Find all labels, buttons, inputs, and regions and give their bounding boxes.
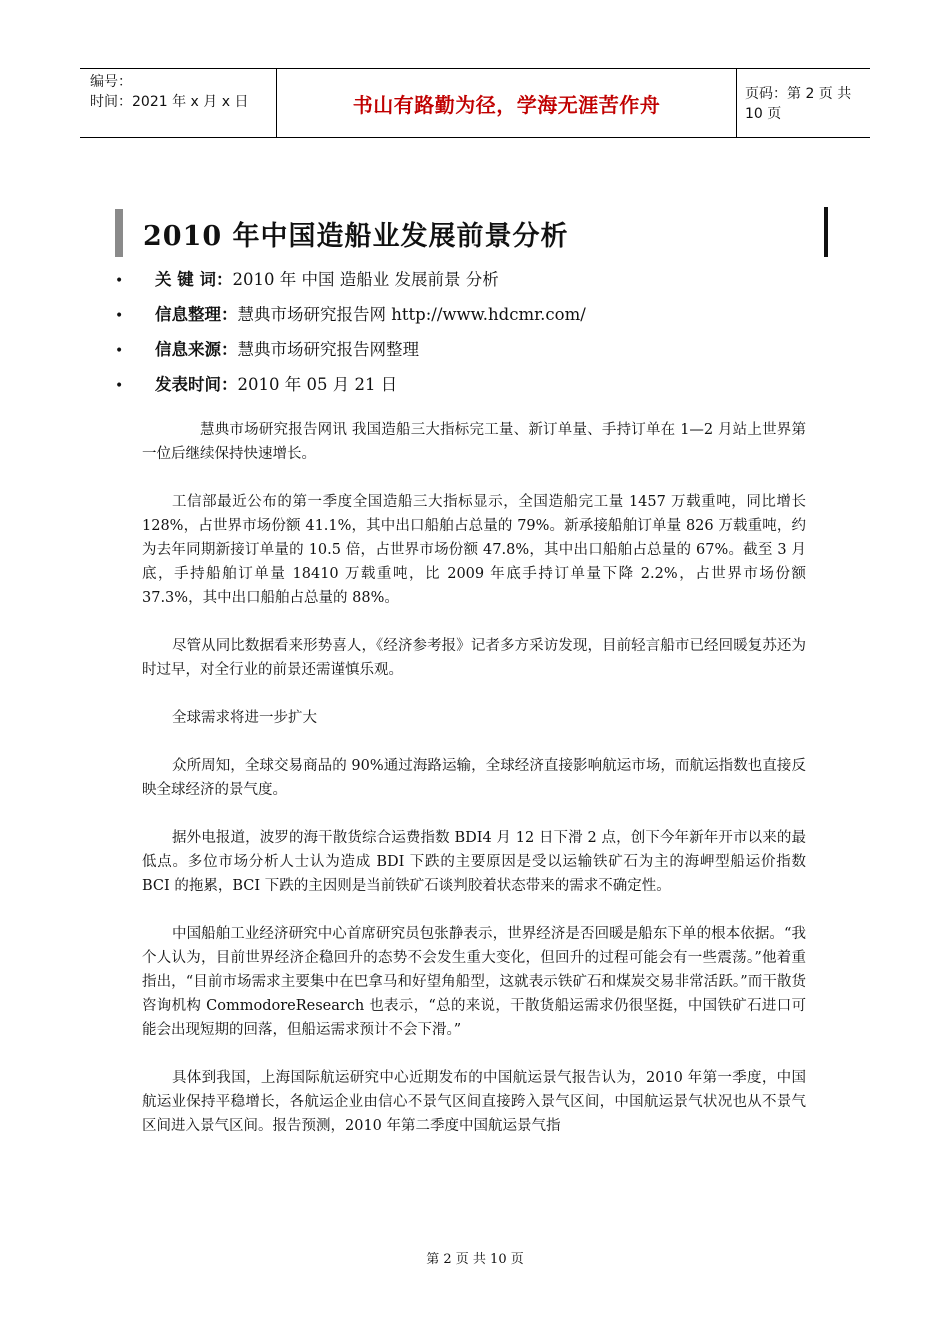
meta-keywords: • 关 键 词：2010 年 中国 造船业 发展前景 分析 — [115, 262, 586, 297]
body-paragraph: 众所周知，全球交易商品的 90%通过海路运输，全球经济直接影响航运市场，而航运指数也直接反映全球经济的景气度。 — [142, 758, 806, 798]
document-date: 时间：2021 年 x 月 x 日 — [90, 94, 249, 110]
article-title: 2010 年中国造船业发展前景分析 — [143, 221, 569, 252]
bullet-icon: • — [115, 273, 124, 289]
body-paragraph: 具体到我国，上海国际航运研究中心近期发布的中国航运景气报告认为，2010 年第一季度，中国航运业保持平稳增长，各航运企业由信心不景气区间直接跨入景气区间，中国航运景气状况也从不景气区间进入景气区间。报告预测，2010 年第二季度中国航运景气指 — [142, 1070, 806, 1134]
article-meta-list — [115, 262, 586, 402]
article-body — [142, 418, 806, 1162]
title-accent-bar — [115, 209, 123, 257]
header-motto: 书山有路勤为径，学海无涯苦作舟 — [277, 69, 737, 137]
body-paragraph: 中国船舶工业经济研究中心首席研究员包张静表示，世界经济是否回暖是船东下单的根本依据。“我个人认为，目前世界经济企稳回升的态势不会发生重大变化，但回升的过程可能会有一些震荡。”他着重指出，“目前市场需求主要集中在巴拿马和好望角船型，这就表示铁矿石和煤炭交易非常活跃。”而干散货咨询机构 CommodoreResearch 也表示，“总的来说，干散货船运需求仍很坚挺，中国铁矿石进口可能会出现短期的回落，但船运需求预计不会下滑。” — [142, 926, 806, 1038]
title-right-bar — [824, 207, 828, 257]
meta-source: • 信息来源：慧典市场研究报告网整理 — [115, 332, 586, 367]
page-footer: 第 2 页 共 10 页 — [426, 1252, 524, 1267]
header-page-info: 页码：第 2 页 共 10 页 — [745, 86, 852, 122]
document-number: 编号： — [90, 74, 132, 90]
bullet-icon: • — [115, 378, 124, 394]
header-info-cell — [80, 69, 277, 137]
body-paragraph: 慧典市场研究报告网讯 我国造船三大指标完工量、新订单量、手持订单在 1—2 月站上世界第一位后继续保持快速增长。 — [142, 422, 806, 462]
section-heading: 全球需求将进一步扩大 — [172, 710, 317, 726]
body-paragraph: 工信部最近公布的第一季度全国造船三大指标显示，全国造船完工量 1457 万载重吨，同比增长 128%，占世界市场份额 41.1%，其中出口船舶占总量的 79%。新承接船舶订单量 826 万载重吨，约为去年同期新接订单量的 10.5 倍，占世界市场份额 47.8%，其中出口船舶占总量的 67%。截至 3 月底，手持船舶订单量 18410 万载重吨，比 2009 年底手持订单量下降 2.2%，占世界市场份额 37.3%，其中出口船舶占总量的 88%。 — [142, 494, 806, 606]
body-paragraph: 尽管从同比数据看来形势喜人，《经济参考报》记者多方采访发现，目前轻言船市已经回暖复苏还为时过早，对全行业的前景还需谨慎乐观。 — [142, 638, 806, 678]
meta-compiled-by: • 信息整理：慧典市场研究报告网 http://www.hdcmr.com/ — [115, 297, 586, 332]
bullet-icon: • — [115, 343, 124, 359]
body-paragraph: 据外电报道，波罗的海干散货综合运费指数 BDI4 月 12 日下滑 2 点，创下今年新年开市以来的最低点。多位市场分析人士认为造成 BDI 下跌的主要原因是受以运输铁矿石为主的海岬型船运价指数 BCI 的拖累，BCI 下跌的主因则是当前铁矿石谈判胶着状态带来的需求不确定性。 — [142, 830, 806, 894]
meta-publish-date: • 发表时间：2010 年 05 月 21 日 — [115, 367, 586, 402]
bullet-icon: • — [115, 308, 124, 324]
page-header — [80, 68, 870, 138]
